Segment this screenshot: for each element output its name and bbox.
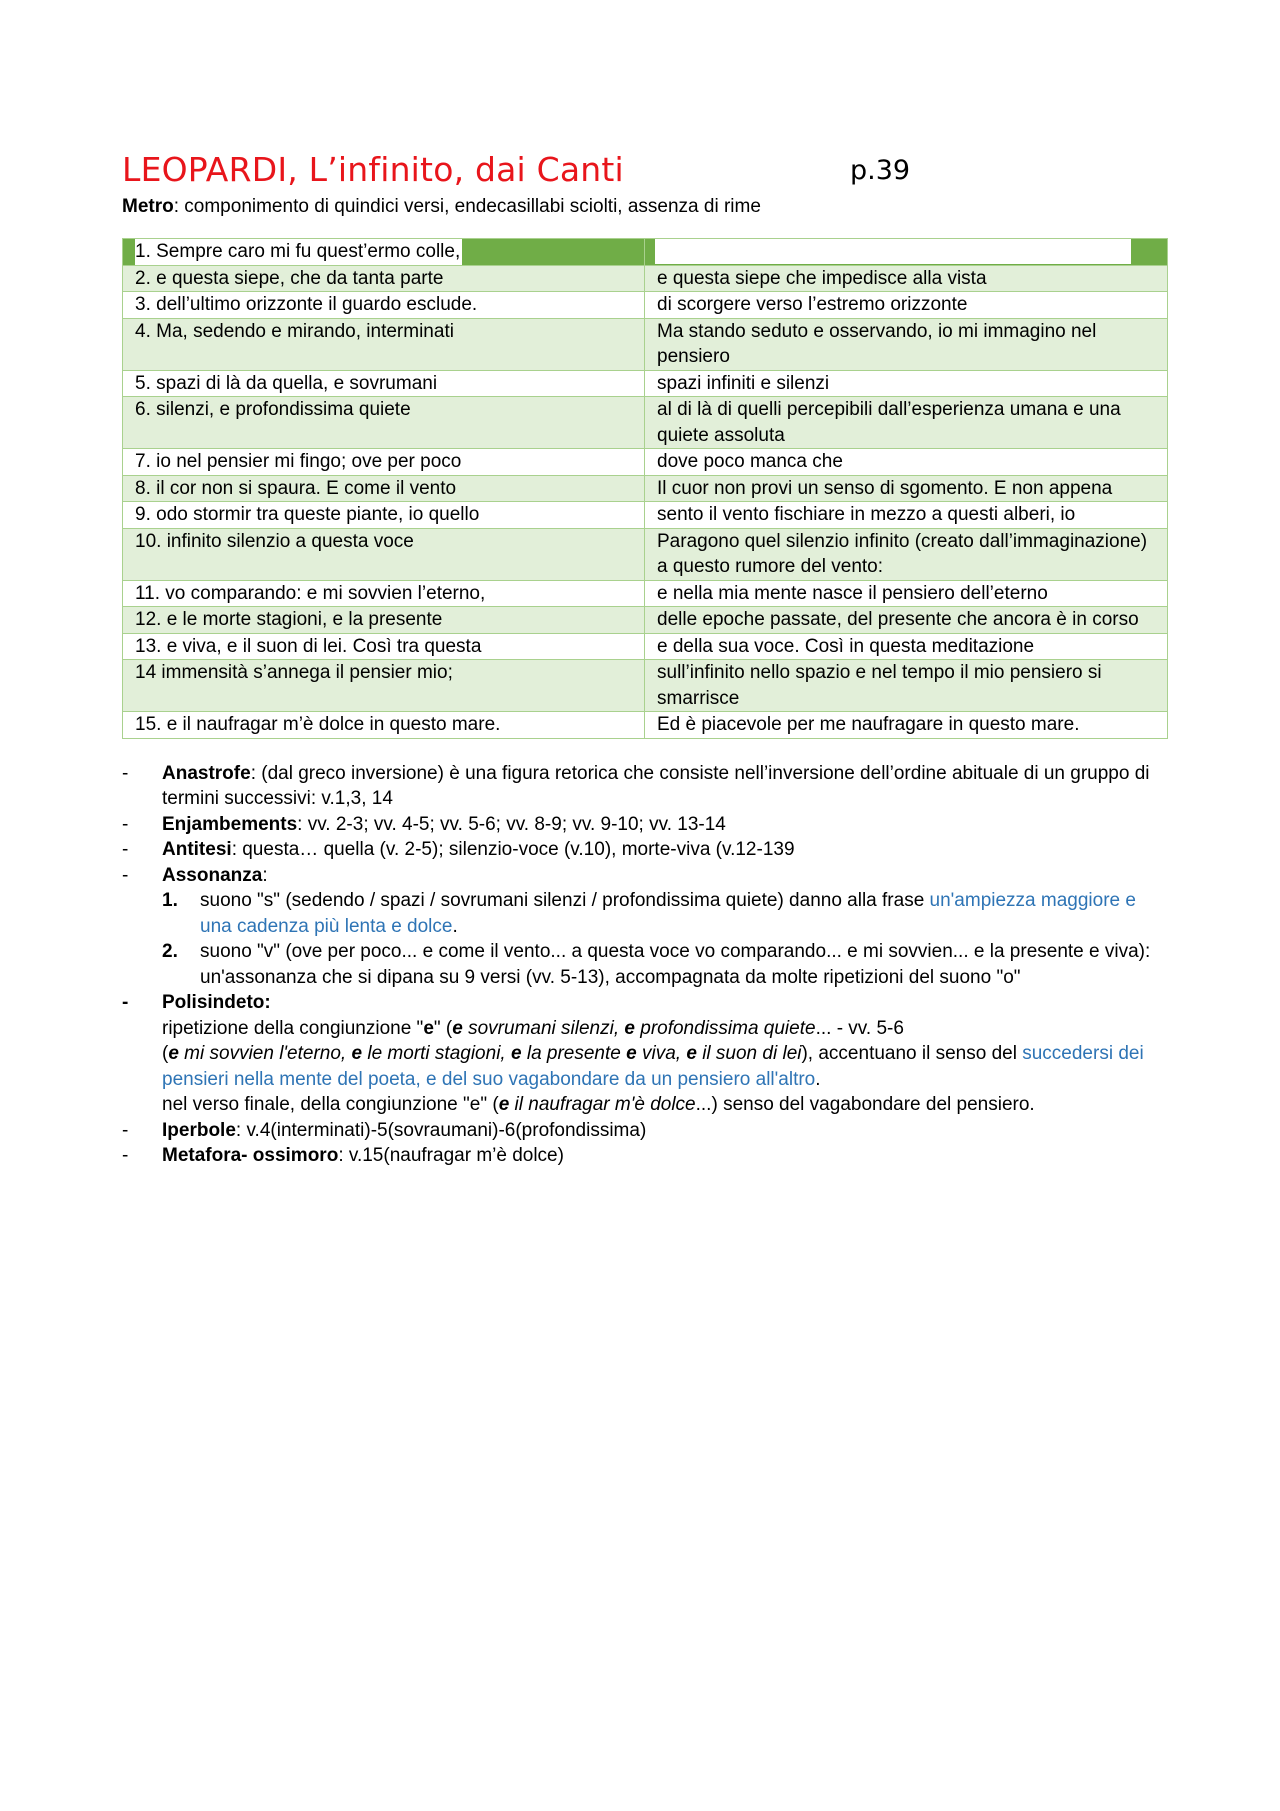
note-text: : (dal greco inversione) è una figura retorica che consiste nell’inversione dell’ordine abituale di un gruppo di termini successivi: v.1,3, 14 xyxy=(162,762,1150,809)
verse-original-cell: 15. e il naufragar m’è dolce in questo mare. xyxy=(123,712,645,739)
verse-paraphrase-cell: spazi infiniti e silenzi xyxy=(645,370,1168,397)
polisindeto-line-3 xyxy=(162,1092,1167,1118)
polisindeto-line-1 xyxy=(162,1016,1167,1042)
note-iperbole xyxy=(122,1118,1167,1144)
verse-row xyxy=(123,239,1168,266)
verse-original-cell xyxy=(123,239,645,266)
text-part: e xyxy=(423,1017,434,1039)
text-part: ... - vv. 5-6 xyxy=(815,1017,904,1039)
note-label: Assonanza xyxy=(162,864,263,886)
note-anastrofe xyxy=(122,761,1167,812)
verse-original-cell: 12. e le morte stagioni, e la presente xyxy=(123,607,645,634)
metro-text: : componimento di quindici versi, endecasillabi sciolti, assenza di rime xyxy=(173,196,761,217)
note-enjambements xyxy=(122,812,1167,838)
verse-original-cell: 2. e questa siepe, che da tanta parte xyxy=(123,265,645,292)
verse-row xyxy=(123,397,1168,449)
assonanza-sublist xyxy=(162,888,1167,990)
verse-row xyxy=(123,580,1168,607)
bullet-dash: - xyxy=(122,864,129,886)
text-part: sovrumani silenzi, xyxy=(462,1017,625,1039)
page-reference: p.39 xyxy=(850,155,911,186)
note-colon: : xyxy=(262,864,268,886)
text-part: nel verso finale, della congiunzione "e" ( xyxy=(162,1094,499,1115)
verse-paraphrase-cell: e questa siepe che impedisce alla vista xyxy=(645,265,1168,292)
text-part: e xyxy=(510,1043,522,1064)
verse-paraphrase-cell: dove poco manca che xyxy=(645,449,1168,476)
verse-row xyxy=(123,475,1168,502)
text-part: viva, xyxy=(636,1043,687,1064)
item-text: suono "v" (ove per poco... e come il vento... a questa voce vo comparando... e mi sovvien... e la presente e viva): un'assonanza che si dipana su 9 versi (vv. 5-13), accompagnata da molte ripetizioni del suono "o" xyxy=(200,941,1151,988)
text-part: ), accentuano il senso del xyxy=(801,1043,1023,1064)
bullet-dash: - xyxy=(122,1145,129,1166)
verse-row xyxy=(123,660,1168,712)
verse-original-cell: 13. e viva, e il suon di lei. Così tra questa xyxy=(123,633,645,660)
text-part: mi sovvien l'eterno, xyxy=(178,1043,352,1064)
assonanza-item-2 xyxy=(162,939,1167,990)
bullet-dash: - xyxy=(122,992,129,1013)
verse-row xyxy=(123,502,1168,529)
verse-paraphrase-cell: sull’infinito nello spazio e nel tempo il mio pensiero si smarrisce xyxy=(645,660,1168,712)
verses-table xyxy=(122,238,1168,739)
note-label: Metafora- ossimoro xyxy=(162,1145,339,1166)
note-label: Antitesi xyxy=(162,839,232,860)
verse-row xyxy=(123,265,1168,292)
note-antitesi xyxy=(122,837,1167,863)
item-text: suono "s" (sedendo / spazi / sovrumani silenzi / profondissima quiete) danno alla frase xyxy=(200,890,930,911)
verse-paraphrase-cell: sento il vento fischiare in mezzo a questi alberi, io xyxy=(645,502,1168,529)
item-end: . xyxy=(452,915,458,937)
verse-paraphrase-cell: delle epoche passate, del presente che ancora è in corso xyxy=(645,607,1168,634)
verse-row xyxy=(123,370,1168,397)
metro-label: Metro xyxy=(122,196,174,217)
note-metafora-ossimoro xyxy=(122,1143,1167,1169)
rhetorical-figures-list xyxy=(122,761,1167,1169)
note-assonanza xyxy=(122,863,1167,991)
text-part: ripetizione della congiunzione " xyxy=(162,1017,424,1039)
text-part: ( xyxy=(162,1043,169,1064)
text-highlight: succedersi dei pensieri nella mente del poeta, e del suo vagabondare da un pensiero all'altro xyxy=(162,1043,1144,1090)
item-number: 1. xyxy=(162,890,178,911)
verse-row xyxy=(123,607,1168,634)
bullet-dash: - xyxy=(122,839,129,860)
assonanza-item-1 xyxy=(162,888,1167,939)
text-part: e xyxy=(626,1043,637,1064)
page-title: LEOPARDI, L’infinito, dai Canti xyxy=(122,150,624,189)
verse-original-cell: 10. infinito silenzio a questa voce xyxy=(123,528,645,580)
text-part: il suon di lei xyxy=(696,1043,802,1064)
verse-paraphrase-cell: di scorgere verso l’estremo orizzonte xyxy=(645,292,1168,319)
verse-original-cell: 5. spazi di là da quella, e sovrumani xyxy=(123,370,645,397)
verse-row xyxy=(123,449,1168,476)
verse-paraphrase-text xyxy=(655,239,1131,264)
verse-paraphrase-cell: e della sua voce. Così in questa meditazione xyxy=(645,633,1168,660)
title-row xyxy=(122,150,1167,196)
note-text: : v.4(interminati)-5(sovraumani)-6(profondissima) xyxy=(235,1119,647,1141)
verse-row xyxy=(123,712,1168,739)
note-label: Enjambements xyxy=(162,813,298,835)
verse-original-cell: 6. silenzi, e profondissima quiete xyxy=(123,397,645,449)
bullet-dash: - xyxy=(122,813,129,835)
text-part: . xyxy=(815,1068,821,1090)
item-number: 2. xyxy=(162,941,178,962)
verse-original-cell: 11. vo comparando: e mi sovvien l’eterno, xyxy=(123,580,645,607)
text-part: e xyxy=(498,1094,510,1115)
verse-original-cell: 9. odo stormir tra queste piante, io quello xyxy=(123,502,645,529)
verse-original-cell: 3. dell’ultimo orizzonte il guardo esclude. xyxy=(123,292,645,319)
polisindeto-line-2 xyxy=(162,1041,1167,1092)
note-text: : questa… quella (v. 2-5); silenzio-voce (v.10), morte-viva (v.12-139 xyxy=(231,839,795,860)
item-highlight: un'ampiezza maggiore e una cadenza più lenta e dolce xyxy=(200,890,1136,937)
text-part: e xyxy=(168,1043,179,1064)
text-part: " ( xyxy=(433,1017,453,1039)
verse-paraphrase-cell: e nella mia mente nasce il pensiero dell’eterno xyxy=(645,580,1168,607)
text-part: le morti stagioni, xyxy=(362,1043,511,1064)
text-part: e xyxy=(452,1017,463,1039)
verse-paraphrase-cell: al di là di quelli percepibili dall’esperienza umana e una quiete assoluta xyxy=(645,397,1168,449)
verse-row xyxy=(123,292,1168,319)
metro-line xyxy=(122,196,1167,218)
verse-paraphrase-cell: Paragono quel silenzio infinito (creato dall’immaginazione) a questo rumore del vento: xyxy=(645,528,1168,580)
verse-row xyxy=(123,318,1168,370)
verse-original-text: 1. Sempre caro mi fu quest’ermo colle, xyxy=(135,239,462,265)
text-part: profondissima quiete xyxy=(634,1017,816,1039)
note-text: : vv. 2-3; vv. 4-5; vv. 5-6; vv. 8-9; vv. 9-10; vv. 13-14 xyxy=(297,813,726,835)
bullet-dash: - xyxy=(122,762,129,784)
text-part: e xyxy=(686,1043,697,1064)
verse-paraphrase-cell: Il cuor non provi un senso di sgomento. E non appena xyxy=(645,475,1168,502)
note-label: Anastrofe xyxy=(162,762,251,784)
verse-paraphrase-cell xyxy=(645,239,1168,266)
verse-original-cell: 4. Ma, sedendo e mirando, interminati xyxy=(123,318,645,370)
verse-paraphrase-cell: Ma stando seduto e osservando, io mi immagino nel pensiero xyxy=(645,318,1168,370)
note-polisindeto xyxy=(122,990,1167,1118)
verse-original-cell: 7. io nel pensier mi fingo; ove per poco xyxy=(123,449,645,476)
text-part: ...) senso del vagabondare del pensiero. xyxy=(695,1094,1035,1115)
verse-paraphrase-cell: Ed è piacevole per me naufragare in questo mare. xyxy=(645,712,1168,739)
text-part: e xyxy=(351,1043,363,1064)
verse-row xyxy=(123,633,1168,660)
verse-row xyxy=(123,528,1168,580)
note-label: Iperbole xyxy=(162,1119,236,1141)
document-page xyxy=(122,150,1167,1169)
note-label: Polisindeto: xyxy=(162,992,271,1013)
verse-original-cell: 8. il cor non si spaura. E come il vento xyxy=(123,475,645,502)
text-part: e xyxy=(624,1017,635,1039)
text-part: la presente xyxy=(521,1043,627,1064)
text-part: il naufragar m'è dolce xyxy=(509,1094,696,1115)
bullet-dash: - xyxy=(122,1119,129,1141)
note-text: : v.15(naufragar m’è dolce) xyxy=(338,1145,564,1166)
verse-original-cell: 14 immensità s’annega il pensier mio; xyxy=(123,660,645,712)
